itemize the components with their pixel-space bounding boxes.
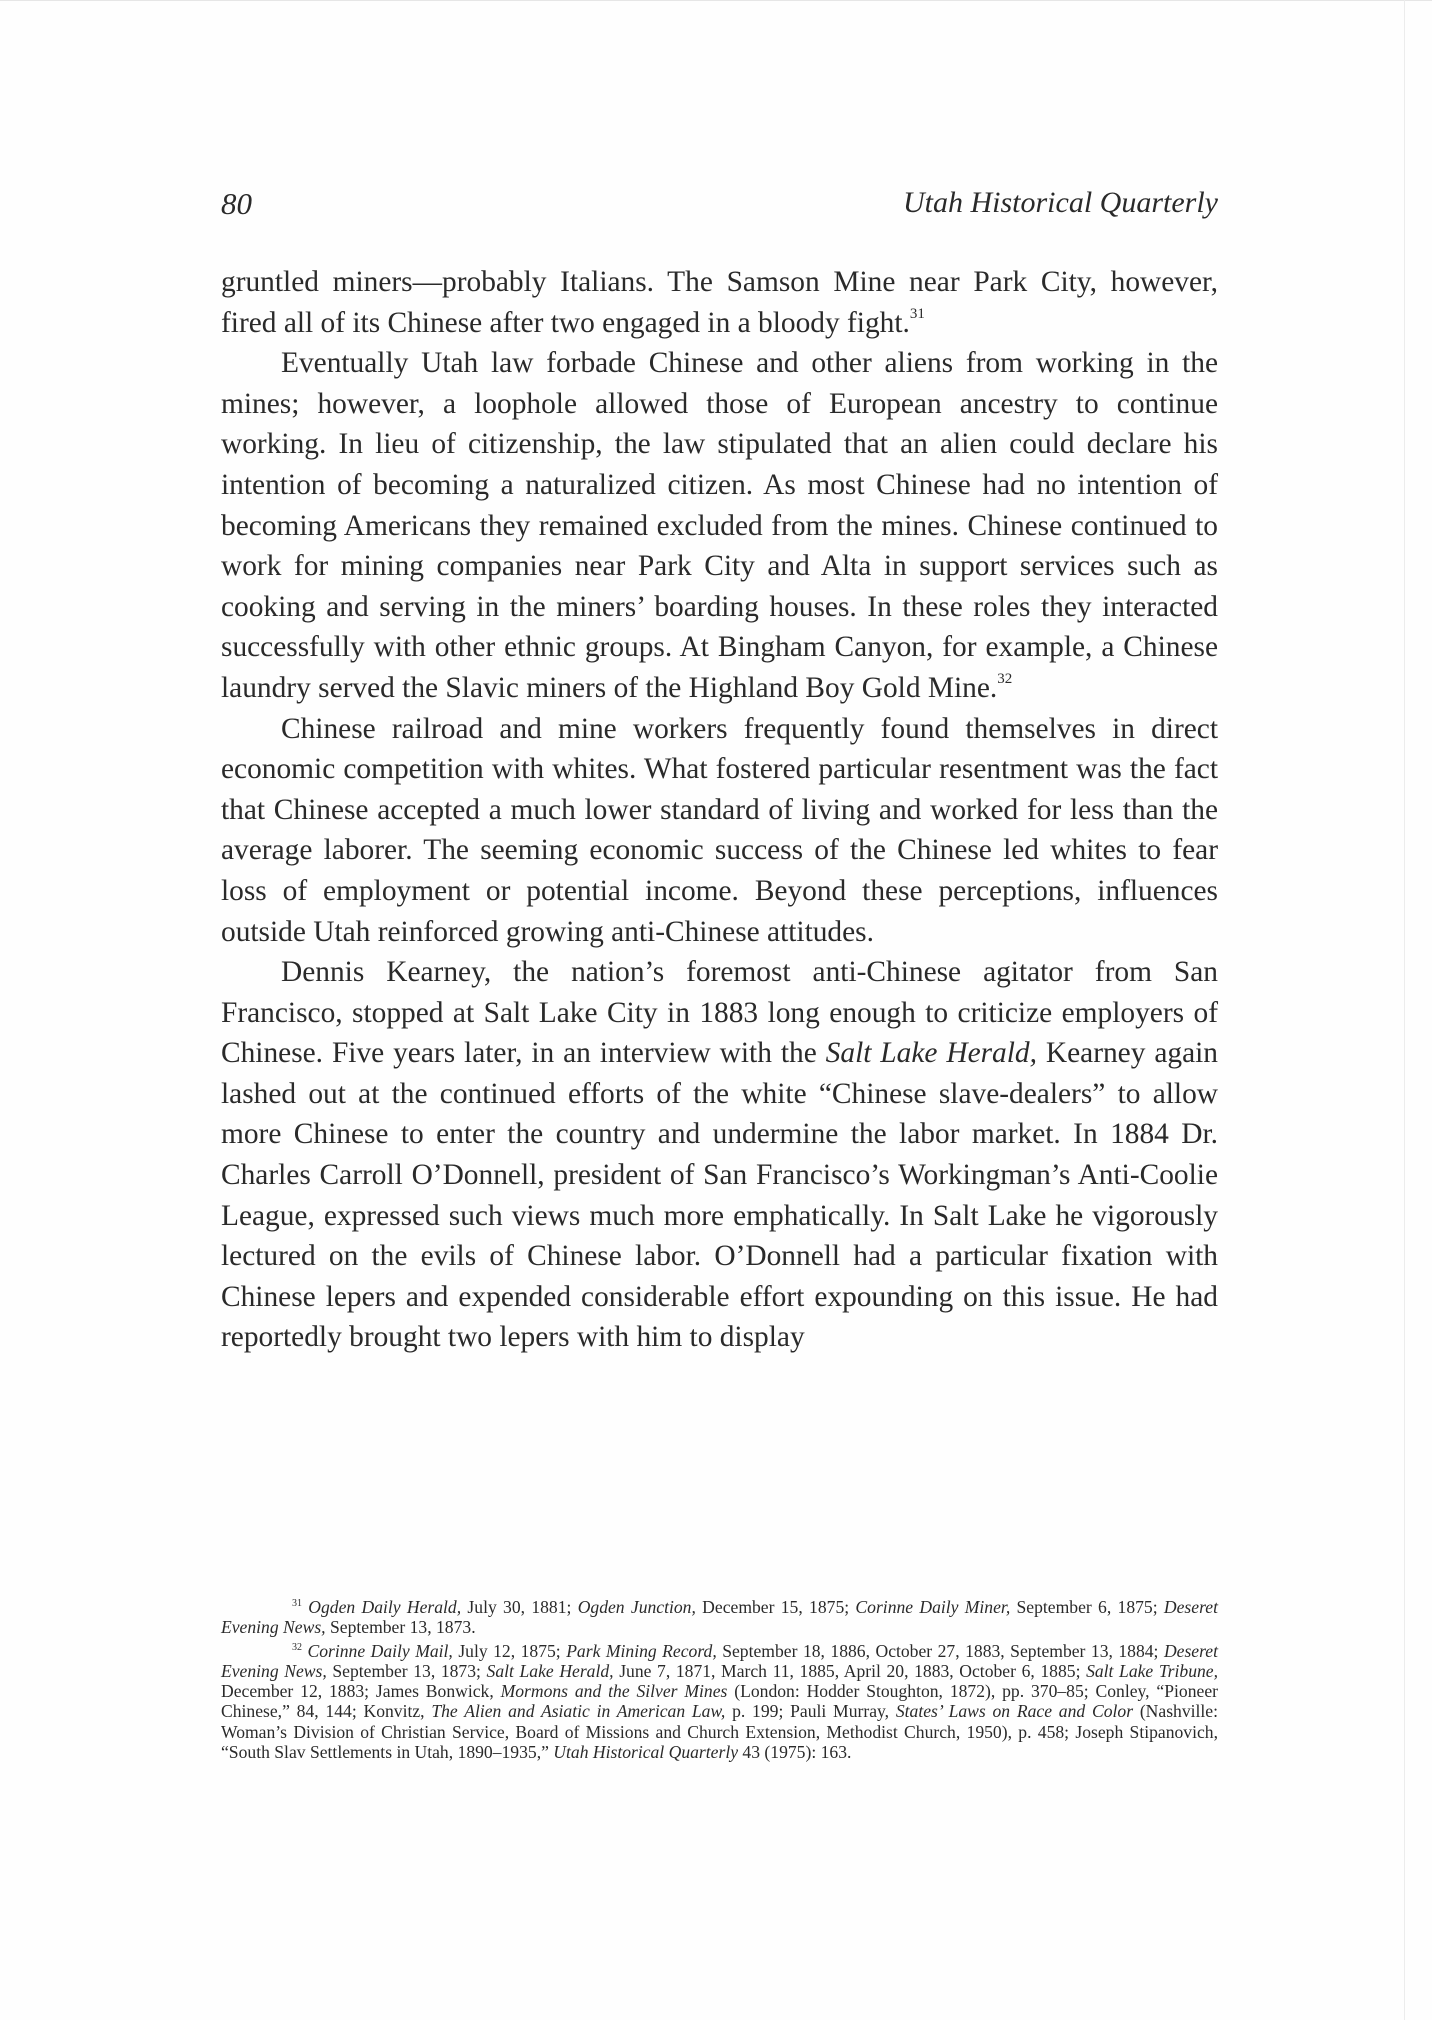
footnote-number: 32 bbox=[292, 1641, 302, 1653]
source-title: The Alien and Asiatic in American Law, bbox=[431, 1701, 726, 1722]
page-number: 80 bbox=[221, 186, 252, 221]
paragraph bbox=[221, 343, 1218, 708]
source-title: Deseret Evening News, bbox=[221, 1597, 1218, 1638]
source-title: Utah Historical Quarterly bbox=[553, 1742, 739, 1763]
footnote-text: September 18, 1886, October 27, 1883, September 13, 1884; bbox=[716, 1640, 1164, 1661]
source-title: Mormons and the Silver Mines bbox=[500, 1681, 728, 1702]
paragraph-text: Eventually Utah law forbade Chinese and other aliens from working in the mines; however, a loophole allowed those of European ancestry to continue working. In lieu of citizenship, the law stipulated that an alien could declare his intention of becoming a naturalized citizen. As most Chinese had no intention of becoming Americans they remained excluded from the mines. Chinese continued to work for mining companies near Park City and Alta in support services such as cooking and serving in the miners’ boarding houses. In these roles they interacted successfully with other ethnic groups. At Bingham Canyon, for example, a Chinese laundry served the Slavic miners of the Highland Boy Gold Mine. bbox=[221, 347, 1218, 704]
footnote-text: 43 (1975): 163. bbox=[738, 1742, 852, 1763]
footnote-text: (London: Hodder Stoughton, 1872), pp. 370–85; Conley, “Pioneer Chinese,” 84, 144; Konvitz, bbox=[221, 1681, 1218, 1722]
source-title: Park Mining Record, bbox=[566, 1640, 717, 1661]
source-title: Deseret Evening News, bbox=[221, 1640, 1218, 1681]
source-title: Salt Lake Herald, bbox=[486, 1660, 614, 1681]
footnote-text: December 12, 1883; James Bonwick, bbox=[221, 1681, 501, 1702]
paragraph bbox=[221, 709, 1218, 953]
page-right-edge bbox=[1404, 0, 1405, 2020]
paragraph-text: Chinese railroad and mine workers frequently found themselves in direct economic competition with whites. What fostered particular resentment was the fact that Chinese accepted a much lower standard of living and worked for less than the average laborer. The seeming economic success of the Chinese led whites to fear loss of employment or potential income. Beyond these perceptions, influences outside Utah reinforced growing anti-Chinese attitudes. bbox=[221, 712, 1218, 948]
footnote-text: July 12, 1875; bbox=[452, 1640, 567, 1661]
footnote-31 bbox=[221, 1597, 1218, 1638]
source-title: Ogden Junction, bbox=[577, 1597, 696, 1617]
page-header bbox=[221, 186, 1218, 226]
footnote-text: September 13, 1873. bbox=[325, 1617, 476, 1638]
paragraph bbox=[221, 262, 1218, 343]
footnote-text: December 15, 1875; bbox=[695, 1597, 856, 1617]
source-title: States’ Laws on Race and Color bbox=[895, 1701, 1134, 1722]
running-head: Utah Historical Quarterly bbox=[903, 186, 1218, 219]
footnote-32 bbox=[221, 1641, 1218, 1763]
footnote-ref-32[interactable]: 32 bbox=[997, 671, 1013, 688]
footnote-text: p. 199; Pauli Murray, bbox=[725, 1701, 896, 1722]
paragraph-text: gruntled miners—probably Italians. The Samson Mine near Park City, however, fired all of its Chinese after two engaged in a bloody fight. bbox=[221, 266, 1218, 339]
main-text bbox=[221, 262, 1218, 1358]
footnote-number: 31 bbox=[292, 1598, 302, 1610]
source-title: Corinne Daily Miner, bbox=[855, 1597, 1011, 1617]
paragraph-text: Kearney again lashed out at the continued efforts of the white “Chinese slave-dealers” to allow more Chinese to enter the country and undermine the labor market. In 1884 Dr. Charles Carroll O’Donnell, president of San Francisco’s Workingman’s Anti-Coolie League, expressed such views much more emphatically. In Salt Lake he vigorously lectured on the evils of Chinese labor. O’Donnell had a particular fixation with Chinese lepers and expended considerable effort expounding on this issue. He had reportedly brought two lepers with him to display bbox=[221, 1037, 1218, 1354]
footnote-text: (Nashville: Woman’s Division of Christian Service, Board of Missions and Church Extension, Methodist Church, 1950), p. 458; Joseph Stipanovich, “South Slav Settlements in Utah, 1890–1935,” bbox=[221, 1701, 1218, 1763]
italic-title: Salt Lake Herald, bbox=[825, 1037, 1037, 1070]
footnote-text: June 7, 1871, March 11, 1885, April 20, 1883, October 6, 1885; bbox=[613, 1660, 1087, 1681]
source-title: Corinne Daily Mail, bbox=[307, 1640, 453, 1661]
paragraph bbox=[221, 952, 1218, 1358]
paragraph-text: Dennis Kearney, the nation’s foremost anti-Chinese agitator from San Francisco, stopped at Salt Lake City in 1883 long enough to criticize employers of Chinese. Five years later, in an interview with the bbox=[221, 956, 1218, 1070]
source-title: Ogden Daily Herald, bbox=[308, 1597, 462, 1617]
footnote-text: September 13, 1873; bbox=[326, 1660, 487, 1681]
footnotes bbox=[221, 1597, 1218, 1765]
source-title: Salt Lake Tribune, bbox=[1086, 1660, 1218, 1681]
footnote-text: September 6, 1875; bbox=[1010, 1597, 1164, 1617]
footnote-ref-31[interactable]: 31 bbox=[909, 305, 925, 322]
page-top-edge bbox=[0, 0, 1432, 1]
footnote-text: July 30, 1881; bbox=[461, 1597, 578, 1617]
